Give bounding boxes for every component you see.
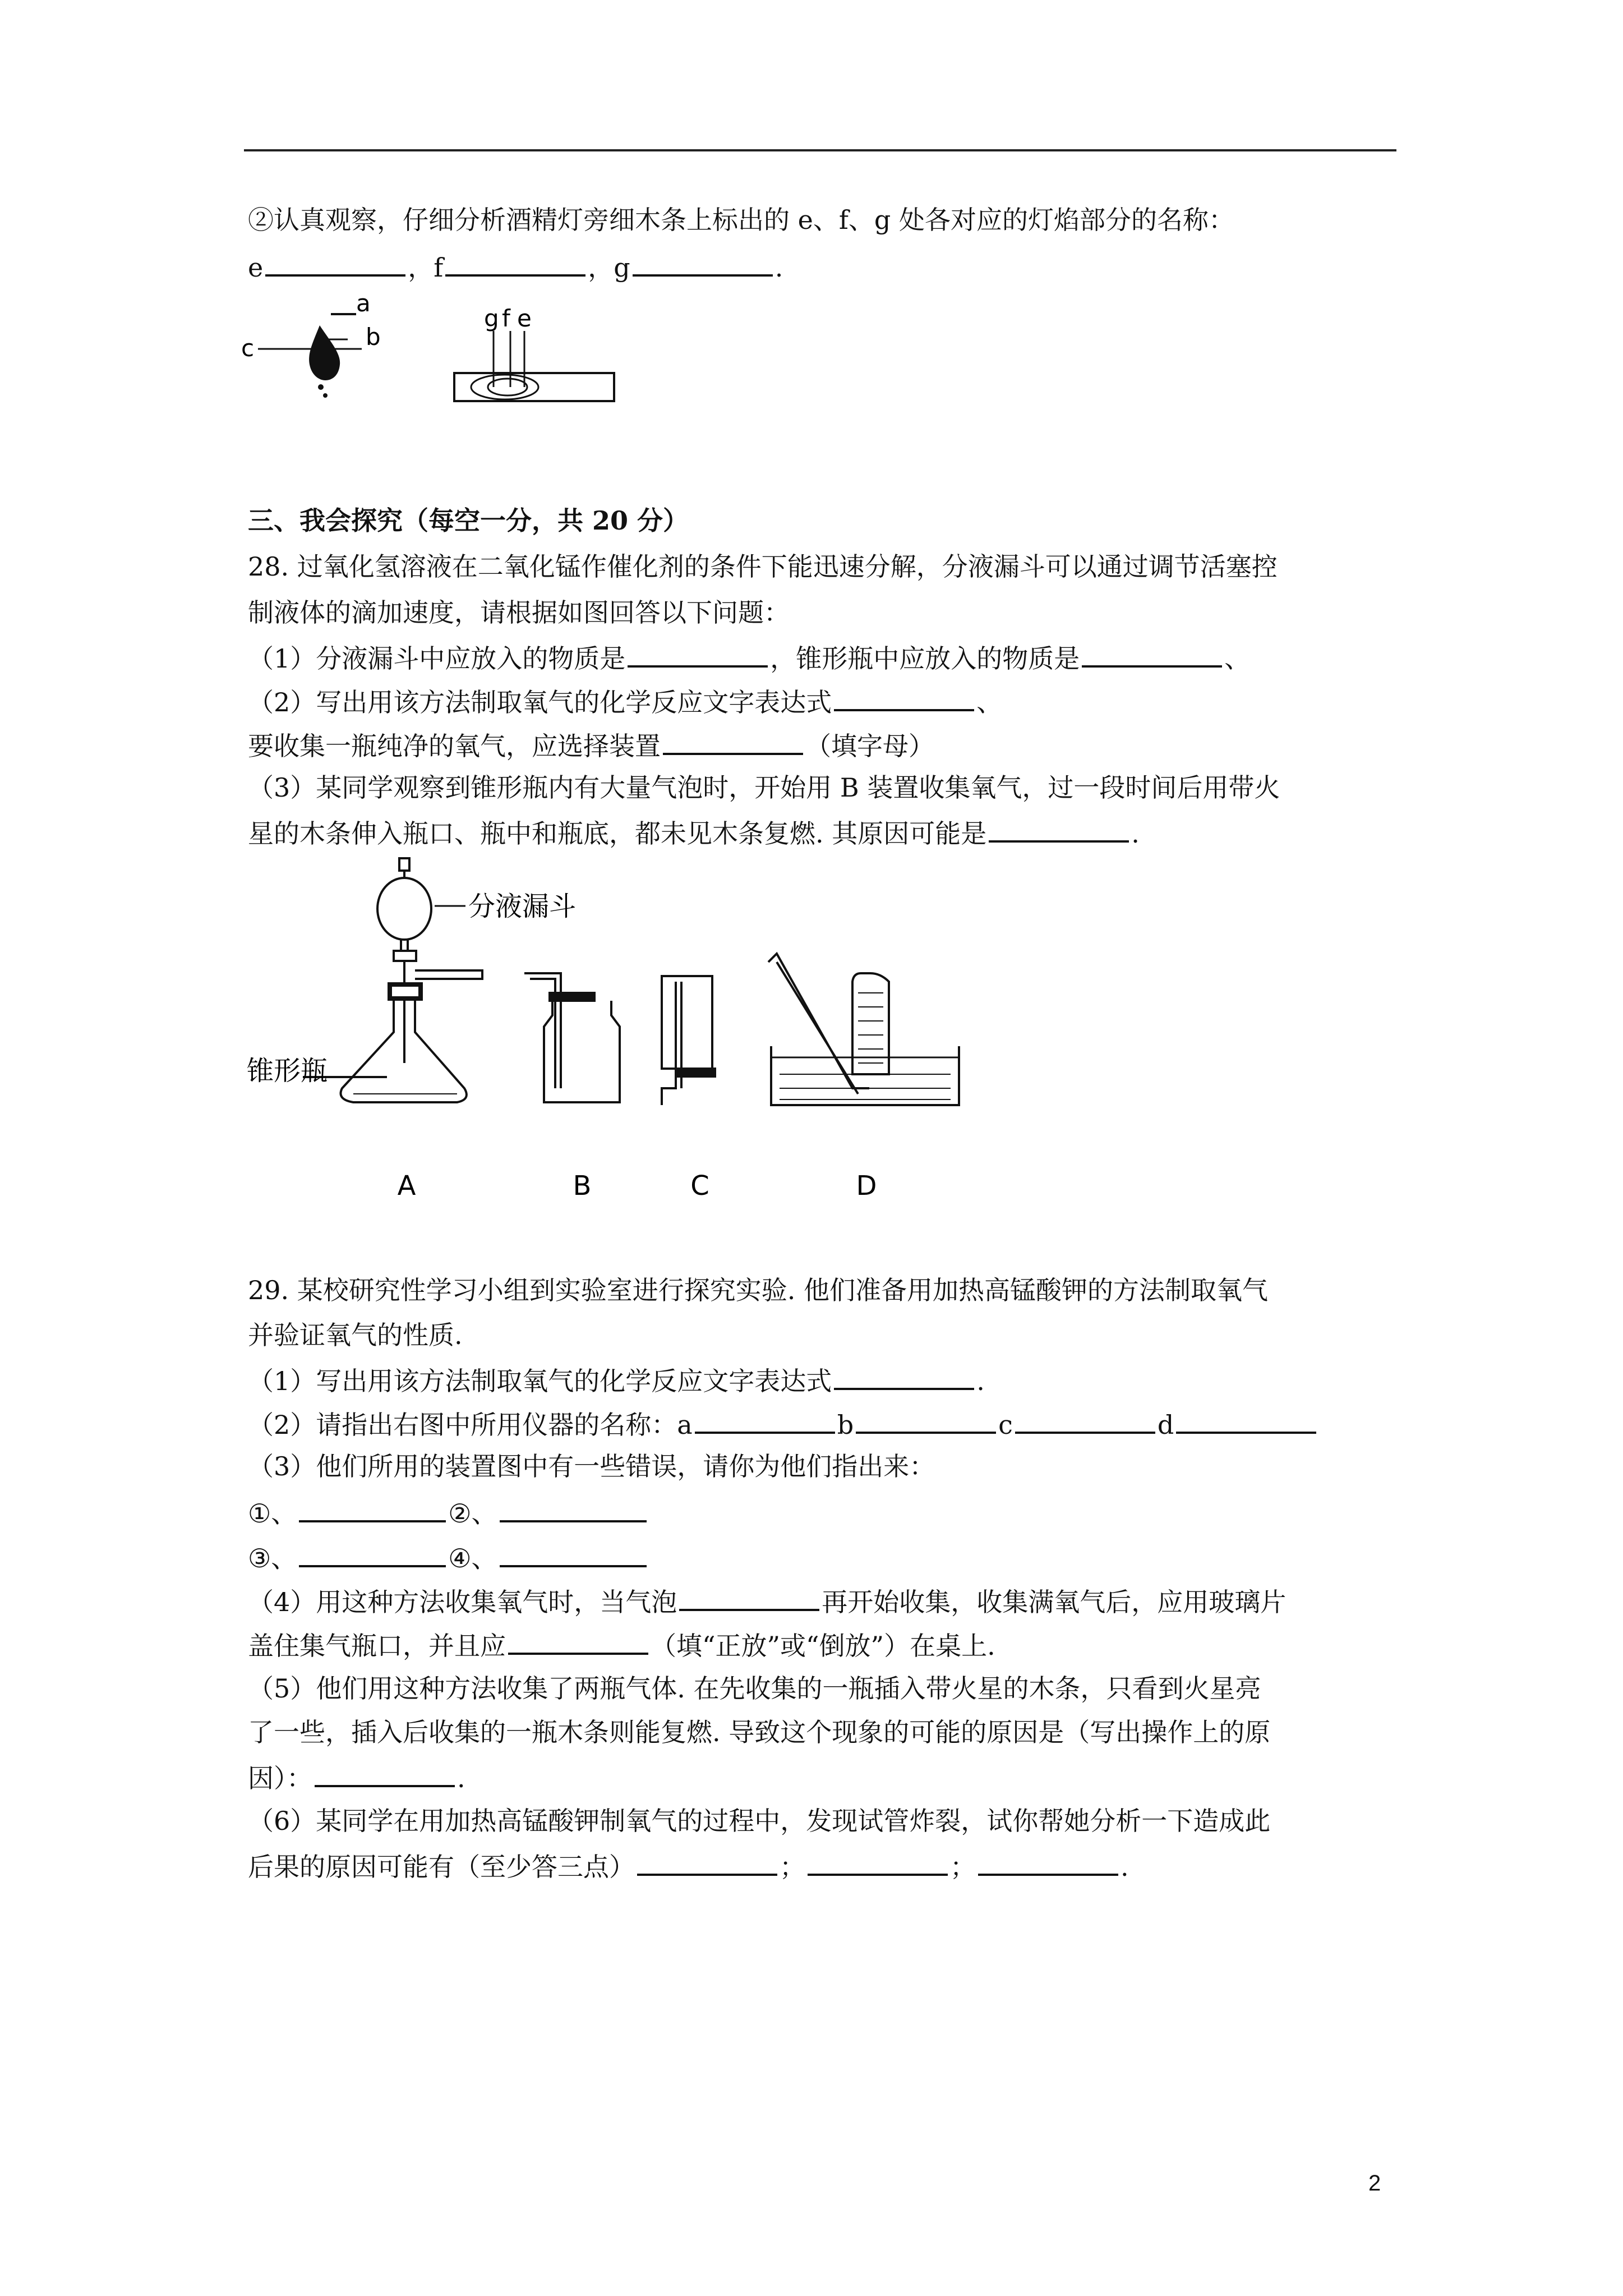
stick-label-g: g bbox=[484, 305, 499, 332]
q27-end: . bbox=[774, 252, 783, 283]
blank-kmno4-equation[interactable] bbox=[834, 1362, 974, 1390]
apparatus-b bbox=[524, 973, 620, 1102]
funnel-label: 分液漏斗 bbox=[468, 891, 577, 922]
q29-l9a: 盖住集气瓶口，并且应 bbox=[248, 1631, 506, 1661]
q28-line7 bbox=[248, 815, 1140, 850]
q29-l7b: ④、 bbox=[448, 1543, 497, 1573]
q28-line5 bbox=[248, 727, 934, 763]
q28-line3 bbox=[248, 639, 1250, 675]
q28-line6: （3）某同学观察到锥形瓶内有大量气泡时，开始用 B 装置收集氧气，过一段时间后用带火 bbox=[248, 772, 1280, 803]
blank-bubbles[interactable] bbox=[679, 1583, 819, 1611]
flame-label-b: b bbox=[366, 323, 381, 351]
blank-error4[interactable] bbox=[500, 1539, 647, 1567]
q29-l3a: （1）写出用该方法制取氧气的化学反应文字表达式 bbox=[248, 1366, 832, 1396]
q29-l8a: （4）用这种方法收集氧气时，当气泡 bbox=[248, 1587, 677, 1617]
blank-device[interactable] bbox=[663, 727, 803, 755]
q28-l3c: 、 bbox=[1224, 643, 1251, 674]
flame-diagram bbox=[241, 292, 634, 415]
q29-l6b: ②、 bbox=[448, 1498, 497, 1529]
blank-b[interactable] bbox=[856, 1406, 996, 1434]
q28-l7a: 星的木条伸入瓶口、瓶中和瓶底，都未见木条复燃. 其原因可能是 bbox=[248, 818, 987, 849]
q29-line2: 并验证氧气的性质. bbox=[248, 1320, 463, 1350]
q29-l14a: 后果的原因可能有（至少答三点） bbox=[248, 1852, 635, 1882]
apparatus-c bbox=[662, 976, 715, 1105]
blank-f[interactable] bbox=[445, 249, 585, 277]
q29-l4b: b bbox=[837, 1410, 854, 1440]
q29-l7a: ③、 bbox=[248, 1543, 297, 1573]
q29-line4 bbox=[248, 1406, 1318, 1442]
blank-reason[interactable] bbox=[989, 815, 1129, 843]
label-C: C bbox=[690, 1170, 709, 1202]
q29-l4c: c bbox=[998, 1410, 1013, 1440]
blank-equation[interactable] bbox=[834, 683, 974, 711]
q29-line9 bbox=[248, 1627, 995, 1663]
q29-l4d: d bbox=[1157, 1410, 1174, 1440]
blank-crack-reason1[interactable] bbox=[637, 1848, 777, 1876]
q28-l5a: 要收集一瓶纯净的氧气，应选择装置 bbox=[248, 731, 661, 761]
q29-line7 bbox=[248, 1539, 649, 1575]
wooden-stick bbox=[454, 373, 614, 401]
q29-l6a: ①、 bbox=[248, 1498, 297, 1529]
q28-line1: 28. 过氧化氢溶液在二氧化锰作催化剂的条件下能迅速分解，分液漏斗可以通过调节活塞控 bbox=[248, 551, 1278, 582]
stick-label-e: e bbox=[517, 305, 532, 332]
q29-line6 bbox=[248, 1494, 649, 1530]
q29-l8b: 再开始收集，收集满氧气后，应用玻璃片 bbox=[822, 1587, 1287, 1617]
q28-line2: 制液体的滴加速度，请根据如图回答以下问题： bbox=[248, 597, 790, 628]
q28-l3a: （1）分液漏斗中应放入的物质是 bbox=[248, 643, 626, 674]
label-e: e bbox=[248, 252, 264, 283]
q28-l3b: ，锥形瓶中应放入的物质是 bbox=[770, 643, 1080, 674]
q28-l5b: （填字母） bbox=[805, 731, 934, 761]
q29-line8 bbox=[248, 1583, 1286, 1619]
label-B: B bbox=[573, 1170, 592, 1202]
q29-line5: （3）他们所用的装置图中有一些错误，请你为他们指出来： bbox=[248, 1451, 935, 1481]
q28-l7b: . bbox=[1131, 818, 1140, 849]
q29-line13: （6）某同学在用加热高锰酸钾制氧气的过程中，发现试管炸裂，试你帮她分析一下造成此 bbox=[248, 1806, 1271, 1836]
blank-error3[interactable] bbox=[299, 1539, 446, 1567]
apparatus-d bbox=[768, 954, 959, 1105]
q28-line4 bbox=[248, 683, 1002, 719]
q29-line12 bbox=[248, 1759, 465, 1795]
q29-line14 bbox=[248, 1848, 1129, 1884]
label-f: ，f bbox=[408, 252, 444, 283]
blank-c[interactable] bbox=[1015, 1406, 1155, 1434]
flame-spark2 bbox=[323, 393, 328, 398]
flame-shape bbox=[309, 325, 340, 380]
q29-line1: 29. 某校研究性学习小组到实验室进行探究实验. 他们准备用加热高锰酸钾的方法制取氧气 bbox=[248, 1275, 1269, 1305]
q29-l14c: ； bbox=[950, 1852, 976, 1882]
header-rule bbox=[244, 149, 1396, 151]
blank-placement[interactable] bbox=[508, 1627, 648, 1655]
flask-label: 锥形瓶 bbox=[247, 1055, 328, 1087]
label-A: A bbox=[397, 1170, 416, 1202]
apparatus-a bbox=[303, 858, 482, 1102]
flame-spark bbox=[318, 384, 324, 390]
section-title: 三、我会探究（每空一分，共 20 分） bbox=[248, 505, 689, 536]
q29-line11: 了一些，插入后收集的一瓶木条则能复燃. 导致这个现象的可能的原因是（写出操作上的原 bbox=[248, 1717, 1271, 1747]
label-D: D bbox=[856, 1170, 877, 1202]
q28-l4b: 、 bbox=[976, 687, 1003, 717]
apparatus-diagram bbox=[247, 853, 1021, 1217]
blank-crack-reason2[interactable] bbox=[808, 1848, 948, 1876]
blank-funnel-substance[interactable] bbox=[628, 639, 768, 668]
q29-l14b: ； bbox=[780, 1852, 805, 1882]
flame-label-c: c bbox=[241, 334, 255, 362]
q29-l9b: （填“正放”或“倒放”）在桌上. bbox=[651, 1631, 995, 1661]
blank-g[interactable] bbox=[633, 249, 773, 277]
q27-line2 bbox=[248, 249, 783, 284]
q29-l4a: （2）请指出右图中所用仪器的名称：a bbox=[248, 1410, 693, 1440]
blank-d[interactable] bbox=[1176, 1406, 1316, 1434]
q29-line10: （5）他们用这种方法收集了两瓶气体. 在先收集的一瓶插入带火星的木条，只看到火星亮 bbox=[248, 1673, 1261, 1704]
blank-e[interactable] bbox=[265, 249, 405, 277]
blank-flask-substance[interactable] bbox=[1082, 639, 1222, 668]
q29-l12a: 因）： bbox=[248, 1763, 312, 1793]
q28-l4a: （2）写出用该方法制取氧气的化学反应文字表达式 bbox=[248, 687, 832, 717]
flame-label-a: a bbox=[356, 292, 371, 317]
blank-error1[interactable] bbox=[299, 1494, 446, 1522]
blank-a[interactable] bbox=[695, 1406, 835, 1434]
q29-line3 bbox=[248, 1362, 985, 1398]
blank-error2[interactable] bbox=[500, 1494, 647, 1522]
q27-line1: ②认真观察，仔细分析酒精灯旁细木条上标出的 e、f、g 处各对应的灯焰部分的名称： bbox=[248, 205, 1234, 235]
blank-operation-reason[interactable] bbox=[315, 1759, 455, 1787]
label-g: ，g bbox=[588, 252, 630, 283]
q29-l14d: . bbox=[1121, 1852, 1129, 1882]
blank-crack-reason3[interactable] bbox=[978, 1848, 1118, 1876]
page-number: 2 bbox=[1368, 2171, 1381, 2196]
stick-label-f: f bbox=[502, 305, 510, 332]
q29-l3b: . bbox=[976, 1366, 985, 1396]
q29-l12b: . bbox=[457, 1763, 465, 1793]
